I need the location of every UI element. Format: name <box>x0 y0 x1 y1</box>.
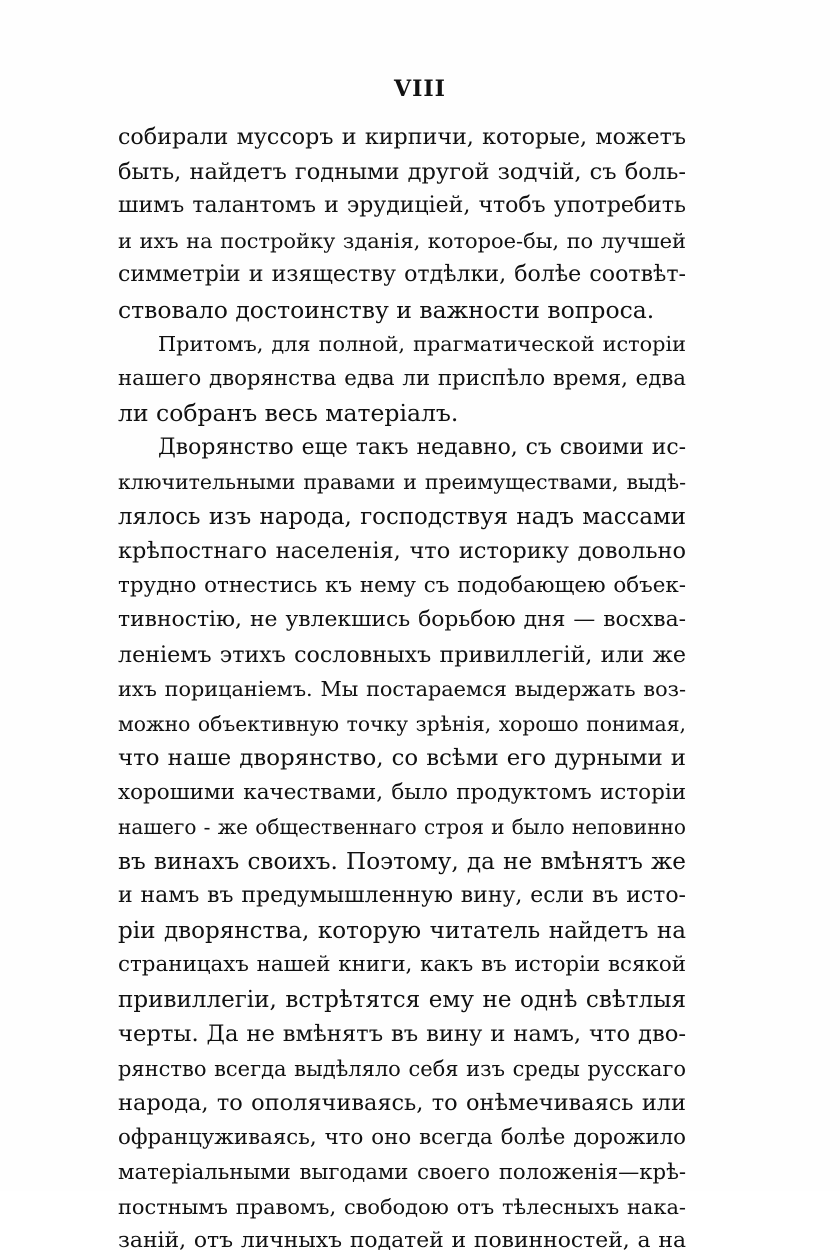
text-line: и намъ въ предумышленную вину, если въ исто- <box>118 883 686 908</box>
page-number: VIII <box>394 76 446 102</box>
text-line: симметріи и изяществу отдѣлки, болѣе соотвѣт- <box>118 262 686 287</box>
text-line: что наше дворянство, со всѣми его дурными и <box>118 745 686 771</box>
text-line: народа, то ополячиваясь, то онѣмечиваясь или <box>118 1090 686 1116</box>
text-line: рянство всегда выдѣляло себя изъ среды русскаго <box>118 1056 686 1081</box>
text-line: собирали муссоръ и кирпичи, которые, можетъ <box>118 124 686 150</box>
text-line: ключительными правами и преимуществами, выдѣ- <box>118 470 686 494</box>
text-line: заній, отъ личныхъ податей и повинностей, а на <box>118 1228 686 1253</box>
text-line: быть, найдетъ годными другой зодчій, съ боль- <box>118 158 686 185</box>
text-line: Дворянство еще такъ недавно, съ своими ис- <box>158 434 686 460</box>
text-line: можно объективную точку зрѣнія, хорошо понимая, <box>118 711 686 736</box>
text-line: черты. Да не вмѣнятъ въ вину и намъ, что дво- <box>118 1021 686 1047</box>
text-line: хорошими качествами, было продуктомъ исторіи <box>118 779 686 805</box>
text-line: офранцуживаясь, что оно всегда болѣе дорожило <box>118 1124 686 1150</box>
text-line: лялось изъ народа, господствуя надъ массами <box>118 503 686 530</box>
text-line: ихъ порицаніемъ. Мы постараемся выдержать воз- <box>118 677 686 701</box>
text-line: матеріальными выгодами своего положенія—крѣ- <box>118 1159 686 1184</box>
text-line: нашего дворянства едва ли приспѣло время, едва <box>118 365 686 391</box>
text-line: въ винахъ своихъ. Поэтому, да не вмѣнятъ же <box>118 848 686 875</box>
text-line: постнымъ правомъ, свободою отъ тѣлесныхъ нака- <box>118 1194 686 1219</box>
text-line: нашего - же общественнаго строя и было неповинно <box>118 815 686 839</box>
text-line: леніемъ этихъ сословныхъ привиллегій, или же <box>118 641 686 668</box>
text-line: привиллегіи, встрѣтятся ему не однѣ свѣтлыя <box>118 986 686 1013</box>
text-line: ріи дворянства, которую читатель найдетъ на <box>118 917 686 944</box>
text-line: тивностію, не увлекшись борьбою дня — восхва- <box>118 607 686 632</box>
body-text <box>118 120 686 1259</box>
text-line: трудно отнестись къ нему съ подобающею объек- <box>118 572 686 598</box>
text-line: Притомъ, для полной, прагматической исторіи <box>158 332 686 356</box>
text-line: ствовало достоинству и важности вопроса. <box>118 295 655 324</box>
text-line: крѣпостнаго населенія, что историку довольно <box>118 538 686 564</box>
text-line: и ихъ на постройку зданія, которое-бы, по лучшей <box>118 228 686 253</box>
text-line: шимъ талантомъ и эрудиціей, чтобъ употребить <box>118 193 686 218</box>
text-line: ли собранъ весь матеріалъ. <box>118 399 459 427</box>
text-line: страницахъ нашей книги, какъ въ исторіи всякой <box>118 952 686 977</box>
